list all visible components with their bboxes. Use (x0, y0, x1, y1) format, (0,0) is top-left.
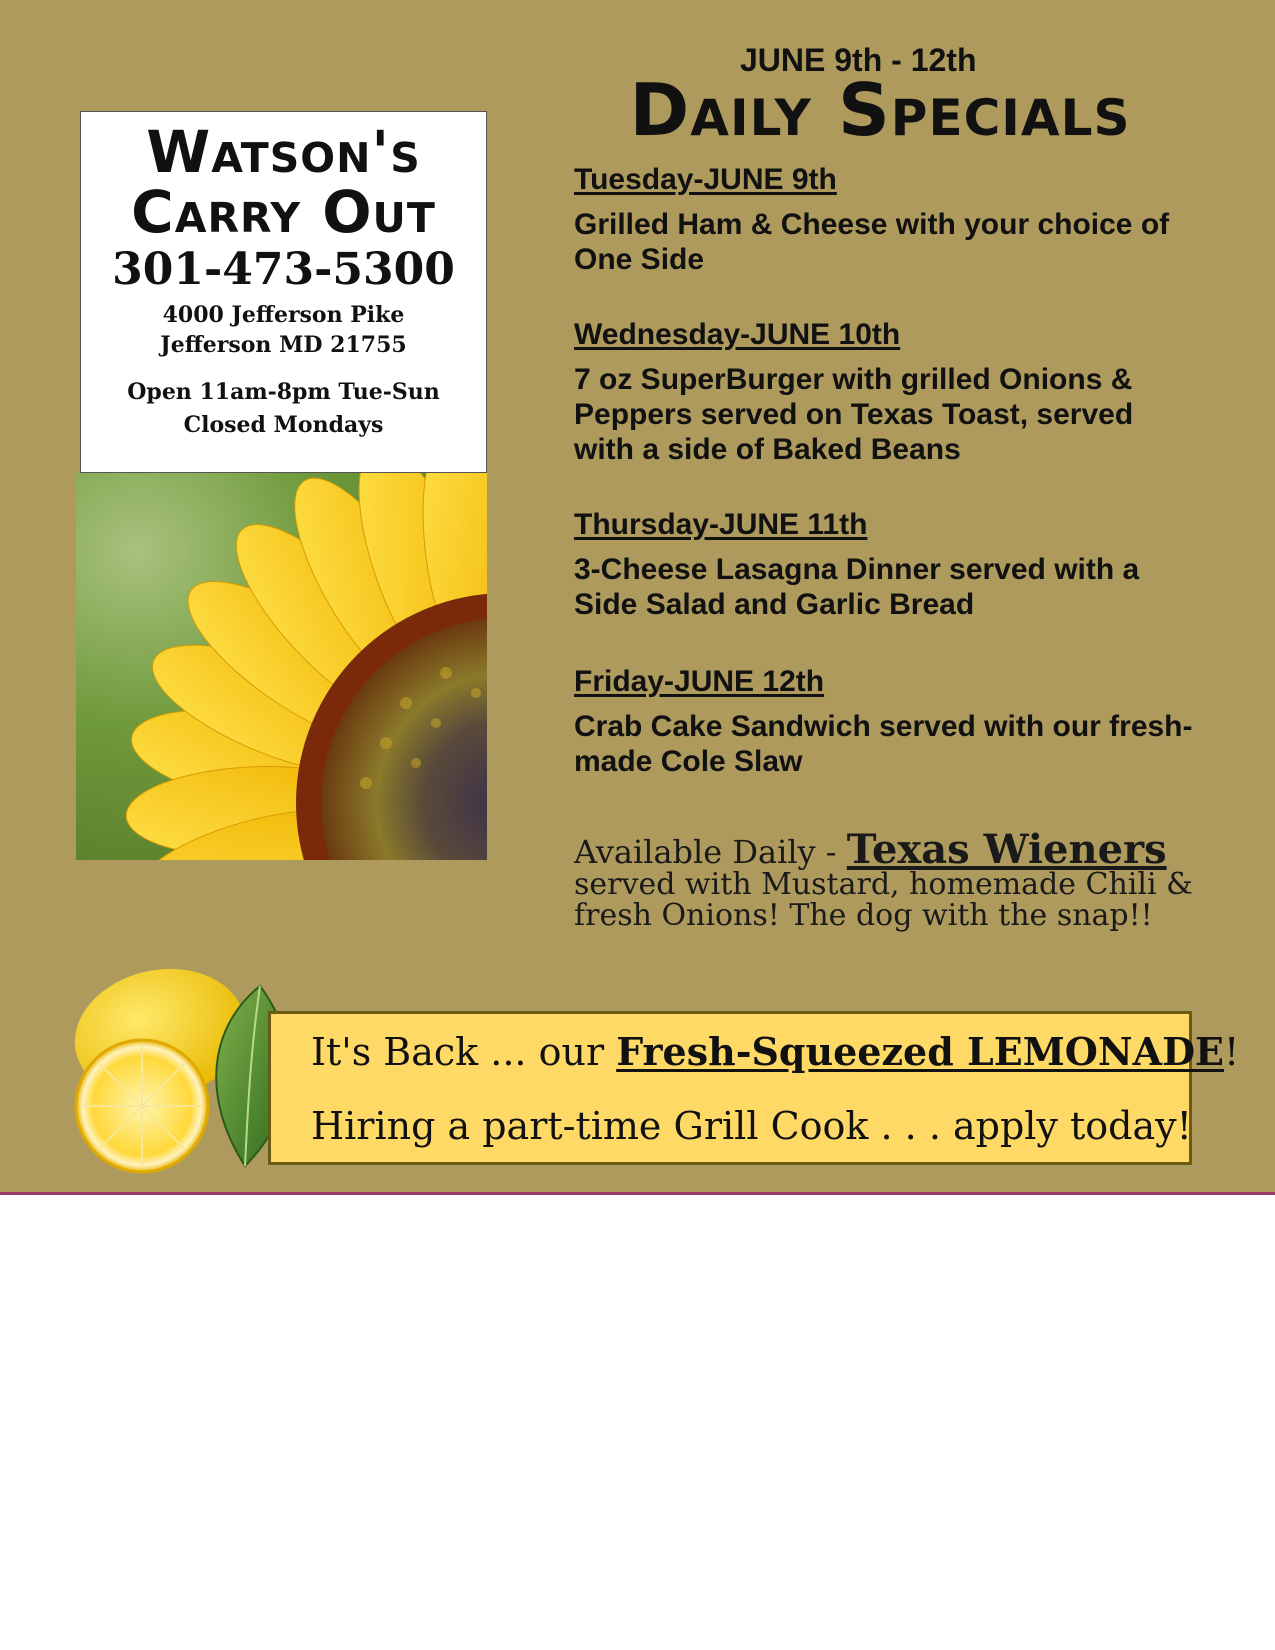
banner-line1-prefix: It's Back ... our (311, 1030, 617, 1074)
shop-name-line1: Watson's (146, 118, 421, 186)
banner-line1-suffix: ! (1224, 1030, 1240, 1074)
available-lead: Available Daily - (574, 833, 847, 871)
address-line2: Jefferson MD 21755 (160, 332, 407, 358)
available-item: Texas Wieners (846, 826, 1167, 873)
available-description: served with Mustard, homemade Chili & fresh Onions! The dog with the snap!! (574, 867, 1193, 933)
hours-line1: Open 11am-8pm Tue-Sun (127, 379, 440, 405)
date-range: JUNE 9th - 12th (740, 42, 977, 78)
lemonade-highlight: Fresh-Squeezed LEMONADE (616, 1029, 1225, 1074)
special-description: 3-Cheese Lasagna Dinner served with a Side Salad and Garlic Bread (574, 553, 1140, 621)
shop-info-card (80, 111, 487, 473)
special-day: Tuesday-JUNE 9th (574, 163, 837, 196)
page-title: Daily Specials (629, 68, 1131, 152)
special-item (574, 318, 1194, 467)
hours-line2: Closed Mondays (183, 412, 384, 438)
sunflower-image (76, 473, 487, 860)
shop-address (81, 300, 486, 360)
shop-phone: 301-473-5300 (112, 244, 455, 295)
special-description: Grilled Ham & Cheese with your choice of One Side (574, 208, 1170, 276)
special-day: Friday-JUNE 12th (574, 665, 825, 698)
special-day: Thursday-JUNE 11th (574, 508, 868, 541)
shop-name (81, 118, 486, 246)
available-daily (574, 826, 1194, 933)
special-item (574, 508, 1194, 622)
special-description: 7 oz SuperBurger with grilled Onions & Peppers served on Texas Toast, served with a side of Baked Beans (574, 363, 1134, 466)
special-item (574, 163, 1194, 277)
bottom-rule (0, 1192, 1275, 1195)
banner-line1 (311, 1028, 1239, 1076)
address-line1: 4000 Jefferson Pike (162, 302, 405, 328)
hiring-notice: Hiring a part-time Grill Cook . . . apply today! (311, 1104, 1192, 1148)
special-description: Crab Cake Sandwich served with our fresh-made Cole Slaw (574, 710, 1193, 778)
lemonade-banner (268, 1011, 1240, 1165)
shop-name-line2: Carry Out (131, 178, 436, 246)
special-item (574, 665, 1194, 779)
shop-hours (81, 376, 486, 442)
special-day: Wednesday-JUNE 10th (574, 318, 901, 351)
